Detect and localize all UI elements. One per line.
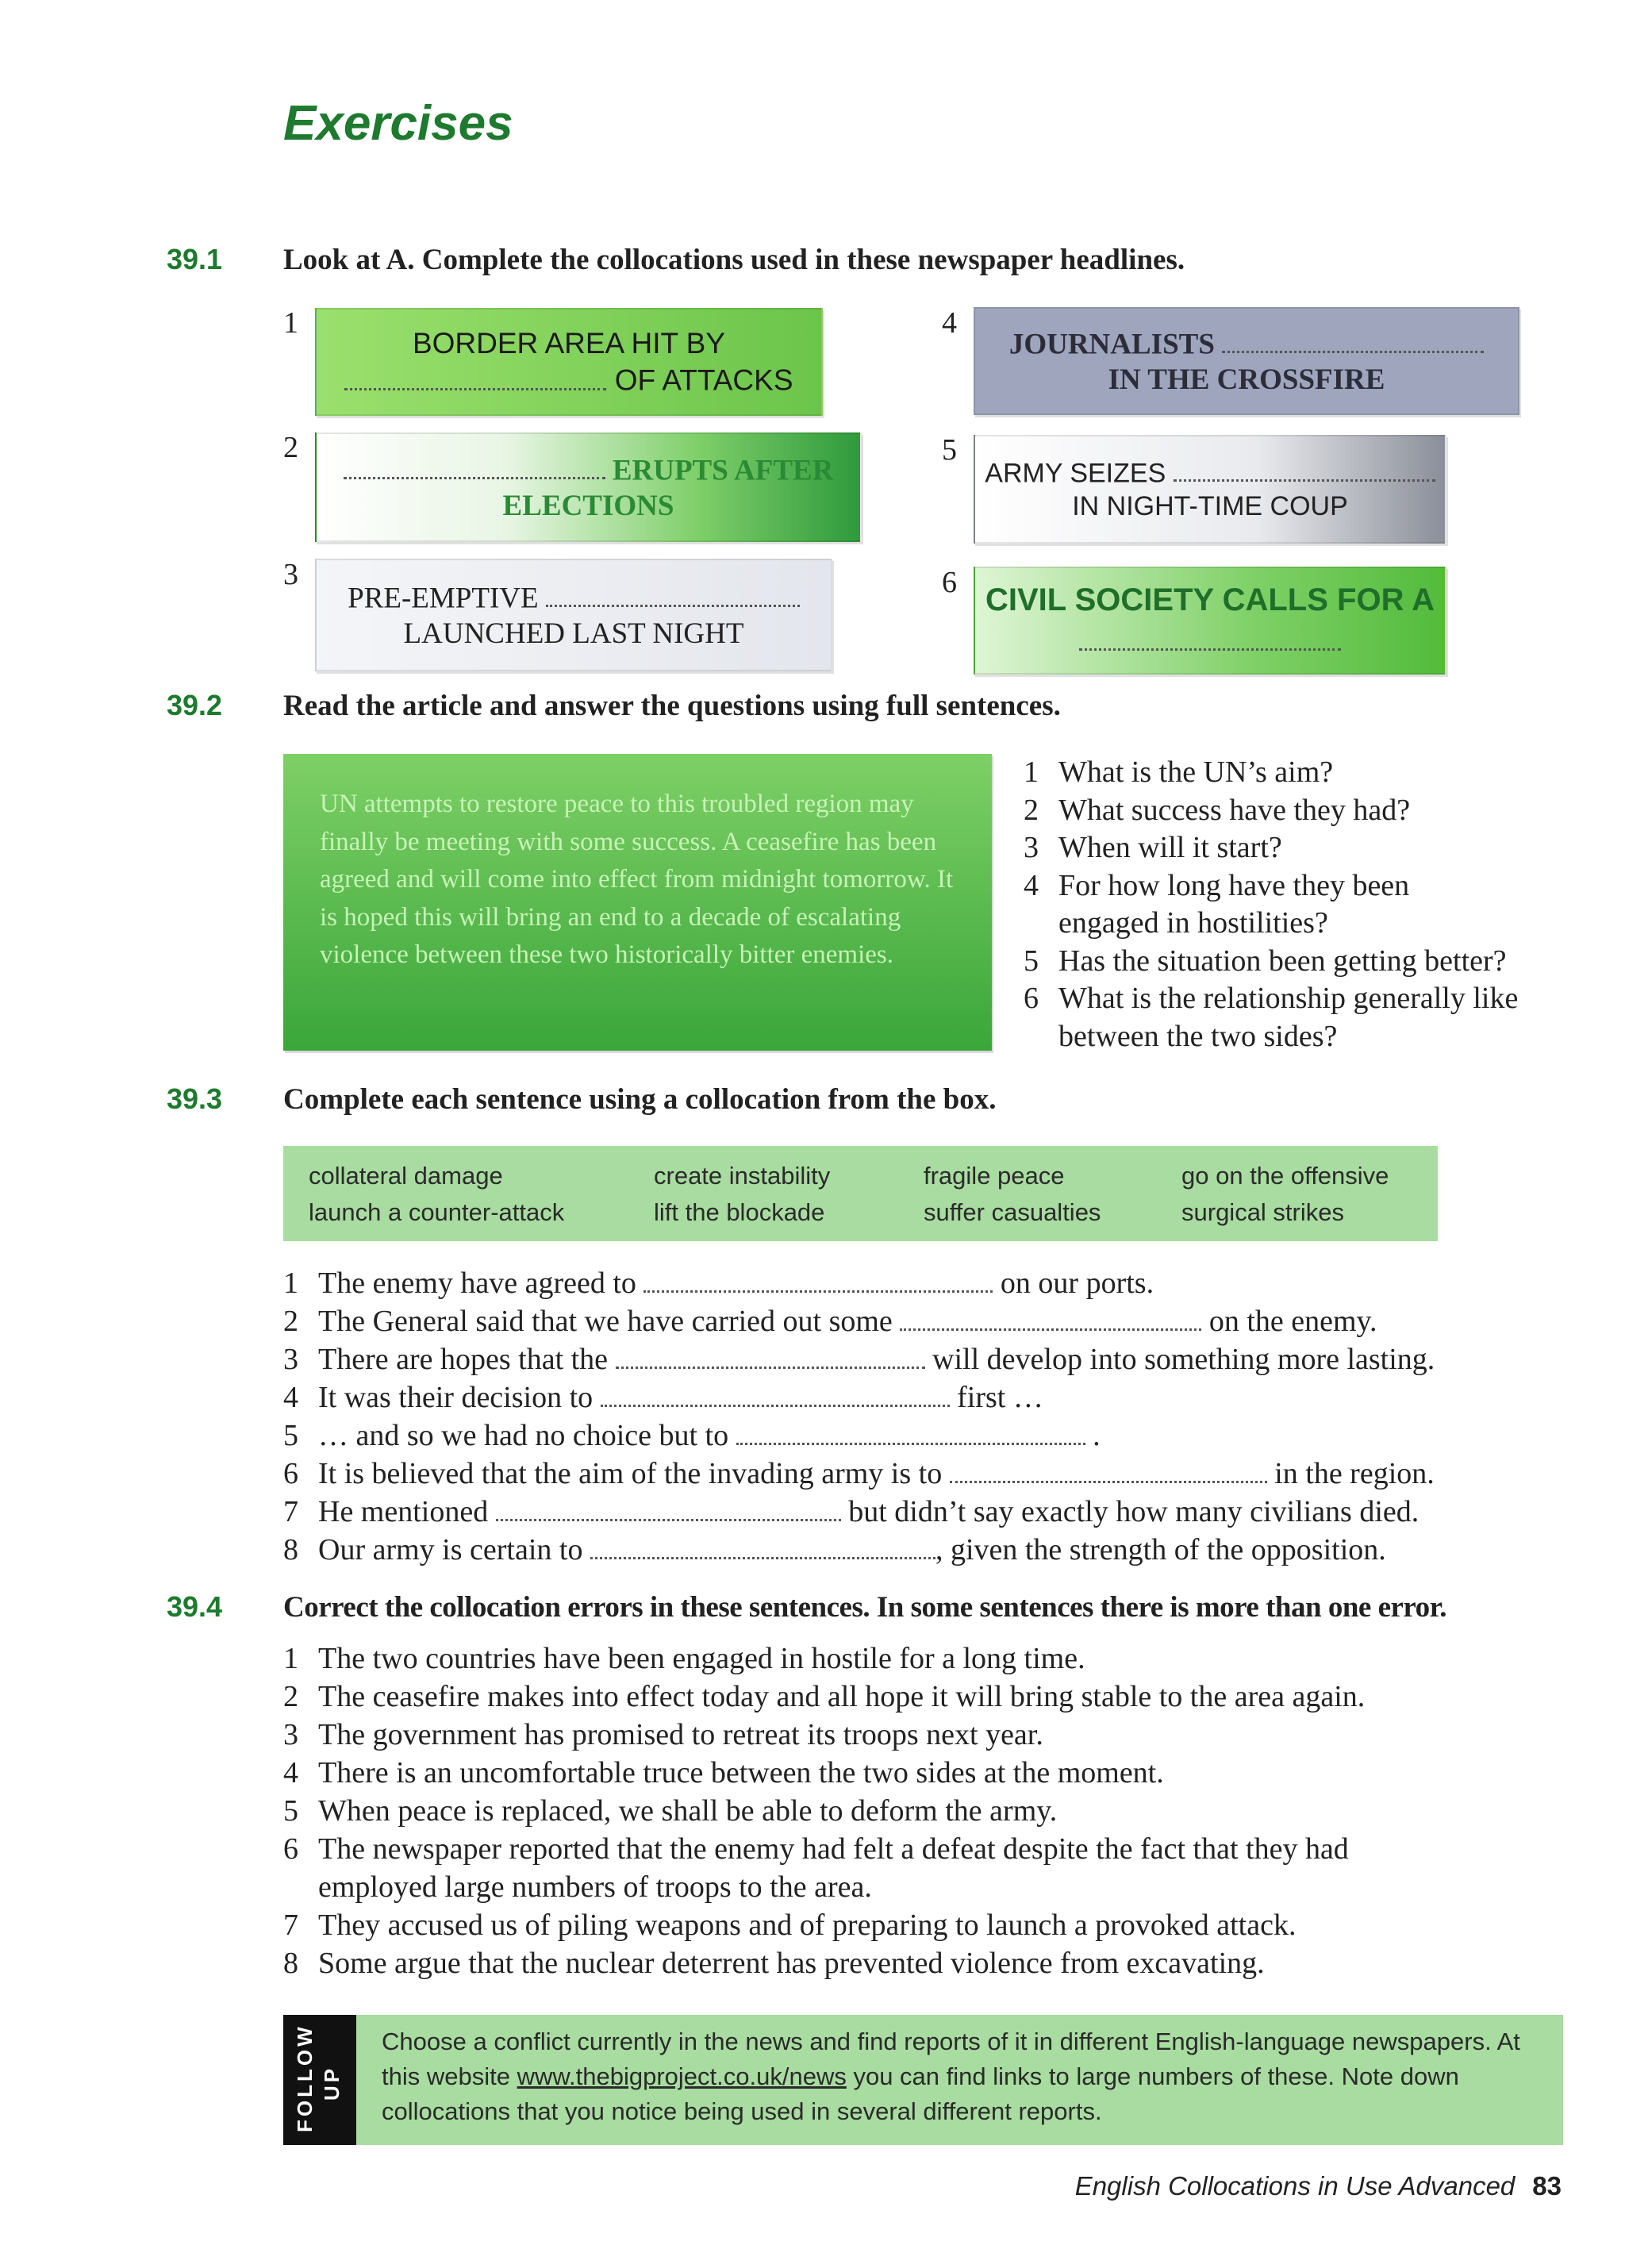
list-item <box>1024 980 1595 1055</box>
list-item <box>1024 867 1595 943</box>
exercise-instruction: Read the article and answer the questions using full sentences. <box>283 690 1061 722</box>
answer-blank[interactable] <box>900 1301 1201 1331</box>
answer-blank[interactable] <box>496 1492 841 1521</box>
headline-4 <box>974 307 1519 415</box>
sentence-text: on the enemy. <box>1208 1305 1377 1339</box>
list-item <box>283 1263 1616 1301</box>
word-box-item: go on the offensive <box>1181 1162 1389 1190</box>
sentence-text: in the region. <box>1274 1457 1435 1491</box>
list-item-continuation <box>283 1870 1616 1905</box>
exercise-number: 39.1 <box>167 243 223 275</box>
headline-text: ARMY SEIZES <box>985 458 1166 489</box>
answer-blank[interactable] <box>616 1340 925 1369</box>
sentence-text: It was their decision to <box>318 1381 594 1415</box>
sentence-number: 6 <box>283 1457 298 1491</box>
question-text: What is the relationship generally like between the two sides? <box>1058 982 1519 1053</box>
question-text: What success have they had? <box>1058 793 1411 827</box>
answer-blank[interactable] <box>736 1416 1085 1445</box>
word-box-item: collateral damage <box>309 1162 503 1190</box>
article-box: UN attempts to restore peace to this troubled region may finally be meeting with some success. A ceasefire has been agreed and will come into effect from midnight tomorrow. It is hoped this will bring an end to a decade of escalating violence between these two historically bitter enemies. <box>283 754 992 1051</box>
headline-number: 3 <box>283 558 298 591</box>
list-item <box>283 1755 1616 1790</box>
headline-number: 5 <box>942 433 957 467</box>
sentence-number: 8 <box>283 1533 298 1567</box>
sentence-text: employed large numbers of troops to the area. <box>318 1870 872 1904</box>
sentence-text: on our ports. <box>1000 1267 1154 1301</box>
sentence-text: The government has promised to retreat its troops next year. <box>318 1718 1043 1751</box>
list-item <box>1024 943 1595 981</box>
headline-text: LAUNCHED LAST NIGHT <box>403 617 744 651</box>
word-box-item: launch a counter-attack <box>309 1198 565 1226</box>
sentence-text: . <box>1093 1419 1101 1453</box>
sentence-text: The ceasefire makes into effect today and all hope it will bring stable to the area again. <box>318 1680 1366 1713</box>
question-text: What is the UN’s aim? <box>1058 755 1334 789</box>
sentence-text: It is believed that the aim of the invading army is to <box>318 1457 943 1491</box>
headline-5 <box>974 435 1446 544</box>
answer-blank[interactable] <box>643 1263 993 1293</box>
headline-text: BORDER AREA HIT BY <box>412 327 726 360</box>
exercise-number: 39.2 <box>167 689 223 721</box>
exercise-instruction: Complete each sentence using a collocation from the box. <box>283 1083 997 1116</box>
question-number: 2 <box>1024 793 1039 827</box>
list-item <box>283 1530 1616 1567</box>
sentence-number: 4 <box>283 1756 298 1789</box>
list-item <box>283 1492 1616 1529</box>
sentence-number: 3 <box>283 1718 298 1751</box>
up-label-text: UP <box>320 2065 344 2101</box>
answer-blank[interactable] <box>950 1454 1267 1483</box>
list-item <box>283 1340 1616 1377</box>
sentence-number: 2 <box>283 1305 298 1339</box>
headline-text: IN NIGHT-TIME COUP <box>1072 490 1348 521</box>
exercise-instruction: Look at A. Complete the collocations used in these newspaper headlines. <box>283 244 1185 276</box>
follow-up-text <box>382 2024 1548 2129</box>
headline-text: ELECTIONS <box>502 490 674 523</box>
book-title: English Collocations in Use Advanced <box>1074 2171 1516 2201</box>
headline-text: IN THE CROSSFIRE <box>1108 363 1385 397</box>
exercise-number: 39.4 <box>167 1590 223 1623</box>
footer <box>1075 2171 1562 2201</box>
headline-number: 2 <box>283 431 298 464</box>
follow-up-tag <box>283 2015 356 2145</box>
headline-number: 6 <box>942 566 957 599</box>
sentence-text: He mentioned <box>318 1495 489 1529</box>
list-item <box>283 1679 1616 1714</box>
sentence-text: They accused us of piling weapons and of preparing to launch a provoked attack. <box>318 1909 1297 1942</box>
question-number: 4 <box>1024 868 1039 902</box>
follow-up-label <box>283 2015 356 2145</box>
list-item <box>283 1301 1616 1339</box>
headline-number: 4 <box>942 306 957 340</box>
sentence-text: first … <box>957 1381 1043 1415</box>
blank-dots <box>1079 620 1341 651</box>
sentence-number: 4 <box>283 1381 298 1415</box>
blank-dots <box>344 451 605 479</box>
page-title: Exercises <box>283 96 513 151</box>
list-item <box>1024 754 1595 792</box>
question-number: 3 <box>1024 831 1039 864</box>
sentence-text: Some argue that the nuclear deterrent has prevented violence from excavating. <box>318 1947 1265 1980</box>
headline-1 <box>315 308 823 416</box>
question-list <box>1024 754 1595 1055</box>
sentence-number: 3 <box>283 1343 298 1377</box>
sentence-text: Our army is certain to <box>318 1533 583 1567</box>
exercise-number: 39.3 <box>167 1082 223 1115</box>
word-box-item: lift the blockade <box>654 1198 825 1226</box>
sentence-number: 1 <box>283 1267 298 1301</box>
headline-text: CIVIL SOCIETY CALLS FOR A <box>985 582 1435 618</box>
question-number: 1 <box>1024 755 1039 789</box>
list-item <box>283 1946 1616 1981</box>
headline-text: OF ATTACKS <box>614 363 793 397</box>
list-item <box>1024 829 1595 867</box>
headline-number: 1 <box>283 306 298 340</box>
follow-up-text-part: you can find links to large numbers of these. Note down collocations that you notice being used in several different reports. <box>382 2062 1459 2125</box>
list-item <box>283 1908 1616 1943</box>
list-item <box>283 1793 1616 1828</box>
answer-blank[interactable] <box>601 1378 950 1407</box>
sentence-text: but didn’t say exactly how many civilians died. <box>848 1495 1419 1529</box>
sentence-text: The enemy have agreed to <box>318 1267 636 1301</box>
sentence-text: , given the strength of the opposition. <box>935 1533 1386 1567</box>
sentence-number: 6 <box>283 1832 298 1866</box>
headline-text: PRE-EMPTIVE <box>348 582 539 615</box>
sentence-text: The two countries have been engaged in hostile for a long time. <box>318 1642 1085 1675</box>
word-box-item: create instability <box>654 1162 831 1190</box>
sentence-number: 1 <box>283 1642 298 1675</box>
sentence-number: 2 <box>283 1680 298 1713</box>
question-number: 5 <box>1024 944 1039 978</box>
sentence-number: 7 <box>283 1495 298 1529</box>
word-box-item: suffer casualties <box>924 1198 1101 1226</box>
question-text: For how long have they been engaged in hostilities? <box>1058 868 1410 940</box>
headline-2 <box>315 432 862 542</box>
sentence-text: The newspaper reported that the enemy had felt a defeat despite the fact that they had <box>318 1832 1349 1866</box>
sentence-text: … and so we had no choice but to <box>318 1419 729 1453</box>
sentence-text: will develop into something more lasting. <box>932 1343 1435 1377</box>
sentence-number: 7 <box>283 1909 298 1942</box>
question-number: 6 <box>1024 982 1039 1015</box>
headline-6 <box>974 567 1446 675</box>
follow-up-text-part: Choose a conflict currently in the news and find reports of it in different English-language newspapers. At this website <box>382 2028 1520 2090</box>
page-number: 83 <box>1532 2171 1562 2201</box>
word-box <box>283 1146 1438 1241</box>
word-box-item: fragile peace <box>924 1162 1065 1190</box>
sentence-text: There are hopes that the <box>318 1343 609 1377</box>
headline-text: JOURNALISTS <box>1008 328 1215 361</box>
sentence-text: When peace is replaced, we shall be able to deform the army. <box>318 1794 1058 1828</box>
list-item <box>283 1416 1616 1453</box>
list-item <box>283 1641 1616 1676</box>
list-item <box>283 1454 1616 1491</box>
list-item <box>283 1378 1616 1415</box>
website-link[interactable]: www.thebigproject.co.uk/news <box>517 2062 847 2090</box>
list-item <box>283 1832 1616 1866</box>
blank-dots <box>1174 456 1435 482</box>
headline-text: ERUPTS AFTER <box>612 454 834 487</box>
answer-blank[interactable] <box>590 1530 935 1559</box>
blank-dots <box>546 579 800 607</box>
exercise-instruction: Correct the collocation errors in these sentences. In some sentences there is more than one error. <box>283 1591 1446 1624</box>
word-box-item: surgical strikes <box>1181 1198 1344 1226</box>
sentence-number: 5 <box>283 1419 298 1453</box>
follow-label-text: FOLLOW <box>293 2024 317 2132</box>
blank-dots <box>344 361 606 390</box>
headline-3 <box>315 559 832 671</box>
sentence-number: 8 <box>283 1947 298 1980</box>
question-text: When will it start? <box>1058 831 1282 864</box>
sentence-text: There is an uncomfortable truce between the two sides at the moment. <box>318 1756 1164 1789</box>
list-item <box>1024 792 1595 830</box>
sentence-number: 5 <box>283 1794 298 1828</box>
list-item <box>283 1717 1616 1752</box>
blank-dots <box>1222 325 1484 353</box>
question-text: Has the situation been getting better? <box>1058 944 1507 978</box>
sentence-text: The General said that we have carried out some <box>318 1305 893 1339</box>
